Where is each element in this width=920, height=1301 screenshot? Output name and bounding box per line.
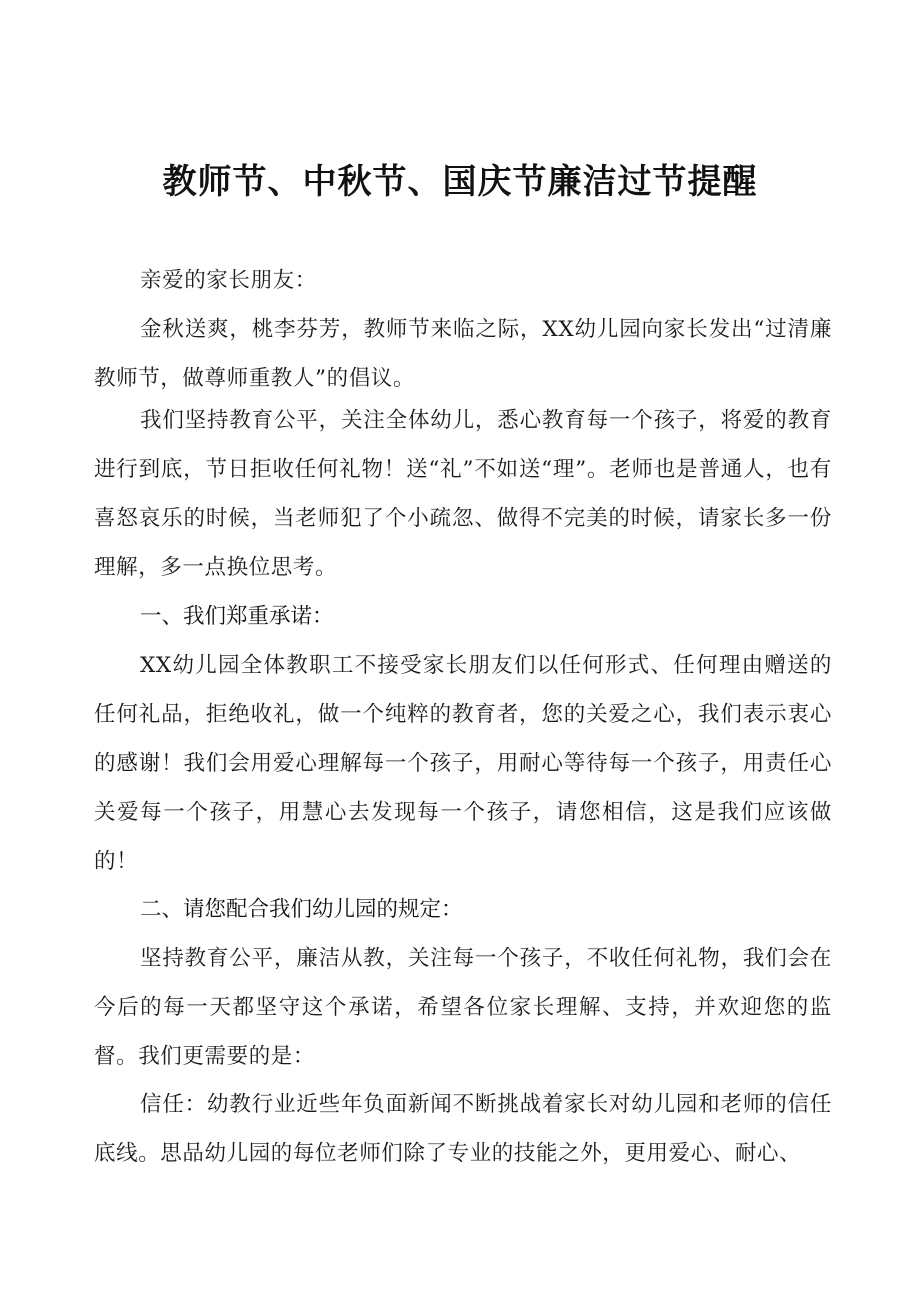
document-title: 教师节、中秋节、国庆节廉洁过节提醒 bbox=[162, 162, 758, 202]
section-1-paragraph: XX幼儿园全体教职工不接受家长朋友们以任何形式、任何理由赠送的任何礼品，拒绝收礼，做一个纯粹的教育者，您的关爱之心，我们表示衷心的感谢！我们会用爱心理解每一个孩子，用耐心等待每一个孩子，用责任心关爱每一个孩子，用慧心去发现每一个孩子，请您相信，这是我们应该做的！ bbox=[94, 653, 832, 874]
trust-paragraph: 信任：幼教行业近些年负面新闻不断挑战着家长对幼儿园和老师的信任底线。思品幼儿园的每位老师们除了专业的技能之外，更用爱心、耐心、 bbox=[94, 1092, 832, 1166]
section-2-heading: 二、请您配合我们幼儿园的规定： bbox=[140, 897, 463, 922]
intro-paragraph-1: 金秋送爽，桃李芬芳，教师节来临之际，XX幼儿园向家长发出“过清廉教师节，做尊师重教人”的倡议。 bbox=[94, 317, 832, 391]
section-2-paragraph: 坚持教育公平，廉洁从教，关注每一个孩子，不收任何礼物，我们会在今后的每一天都坚守这个承诺，希望各位家长理解、支持，并欢迎您的监督。我们更需要的是： bbox=[94, 946, 832, 1069]
section-1-heading: 一、我们郑重承诺： bbox=[140, 604, 334, 629]
intro-paragraph-2: 我们坚持教育公平，关注全体幼儿，悉心教育每一个孩子，将爱的教育进行到底，节日拒收任何礼物！送“礼”不如送“理”。老师也是普通人，也有喜怒哀乐的时候，当老师犯了个小疏忽、做得不完美的时候，请家长多一份理解，多一点换位思考。 bbox=[94, 408, 833, 580]
greeting: 亲爱的家长朋友： bbox=[140, 268, 317, 293]
